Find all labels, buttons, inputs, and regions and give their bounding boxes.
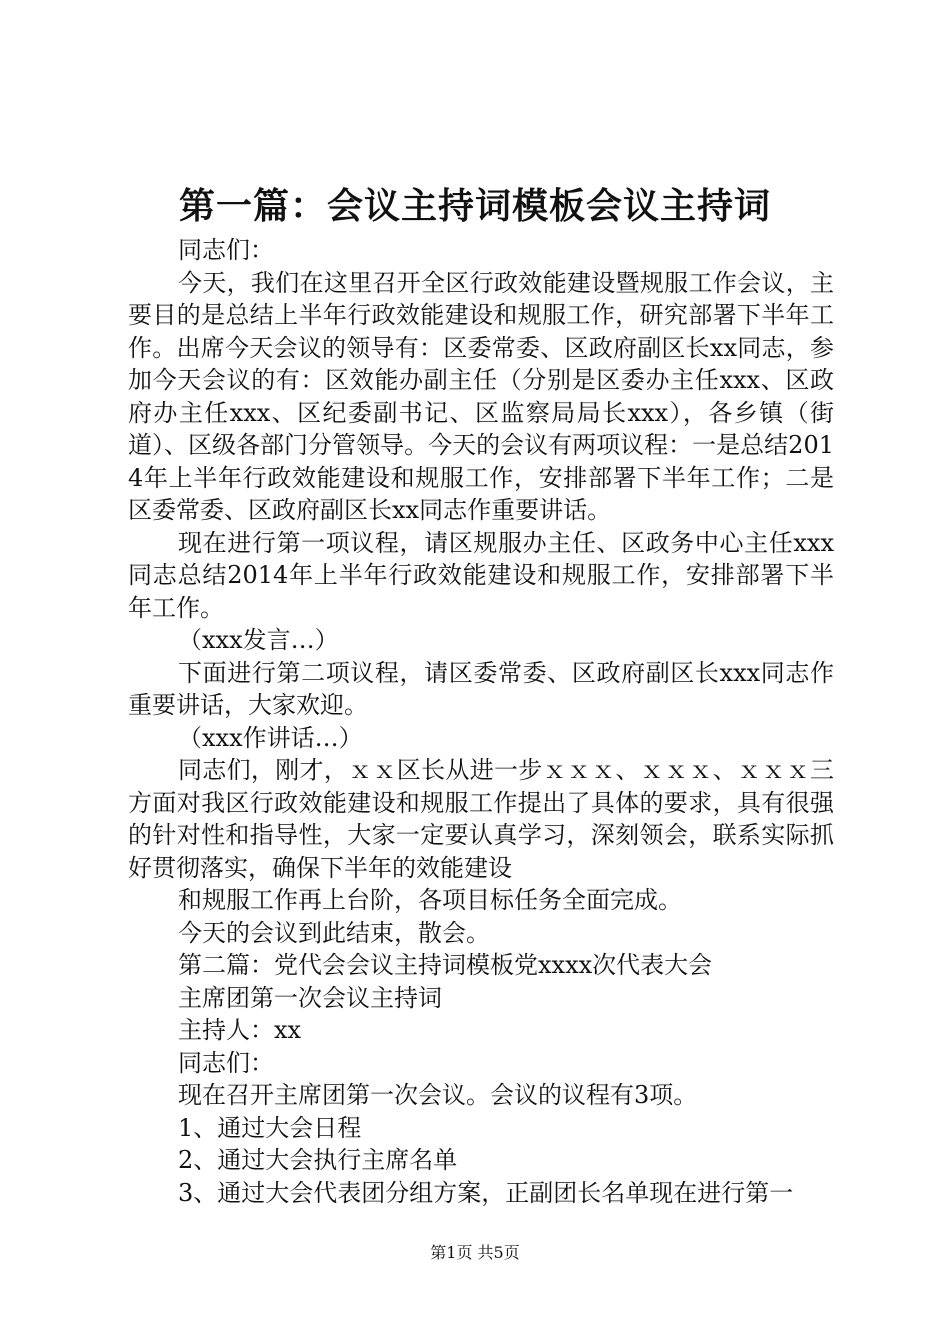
paragraph: 主席团第一次会议主持词 [178,983,442,1012]
paragraph: 下面进行第二项议程，请区委常委、区政府副区长xxx同志作重要讲话，大家欢迎。 [128,658,834,719]
document-body [128,234,834,1209]
paragraph: 和规服工作再上台阶，各项目标任务全面完成。 [178,886,682,914]
paragraph: （xxx发言…） [178,626,339,654]
paragraph: 主持人：xx [178,1016,302,1044]
paragraph: 同志们，刚才，ｘｘ区长从进一步ｘｘｘ、ｘｘｘ、ｘｘｘ三方面对我区行政效能建设和规服工作提出了具体的要求，具有很强的针对性和指导性，大家一定要认真学习，深刻领会，联系实际抓好贯彻落实，确保下半年的效能建设 [128,756,834,882]
paragraph: 同志们： [178,1048,274,1077]
paragraph: 3、通过大会代表团分组方案，正副团长名单现在进行第一 [178,1178,794,1207]
paragraph: 今天，我们在这里召开全区行政效能建设暨规服工作会议，主要目的是总结上半年行政效能建设和规服工作，研究部署下半年工作。出席今天会议的领导有：区委常委、区政府副区长xx同志，参加今天会议的有：区效能办副主任（分别是区委办主任xxx、区政府办主任xxx、区纪委副书记、区监察局局长xxx），各乡镇（街道）、区级各部门分管领导。今天的会议有两项议程：一是总结2014年上半年行政效能建设和规服工作，安排部署下半年工作；二是区委常委、区政府副区长xx同志作重要讲话。 [128,268,834,524]
paragraph: 现在进行第一项议程，请区规服办主任、区政务中心主任xxx同志总结2014年上半年行政效能建设和规服工作，安排部署下半年工作。 [128,528,834,622]
page-footer: 第1页 共5页 [430,1243,520,1262]
paragraph: 2、通过大会执行主席名单 [178,1146,458,1174]
paragraph: （xxx作讲话…） [178,723,363,752]
paragraph: 1、通过大会日程 [178,1113,362,1142]
paragraph: 同志们： [178,236,274,264]
paragraph: 现在召开主席团第一次会议。会议的议程有3项。 [178,1081,698,1109]
paragraph: 今天的会议到此结束，散会。 [178,918,490,947]
document-title: 第一篇：会议主持词模板会议主持词 [178,186,771,227]
paragraph: 第二篇：党代会会议主持词模板党xxxx次代表大会 [178,951,713,979]
